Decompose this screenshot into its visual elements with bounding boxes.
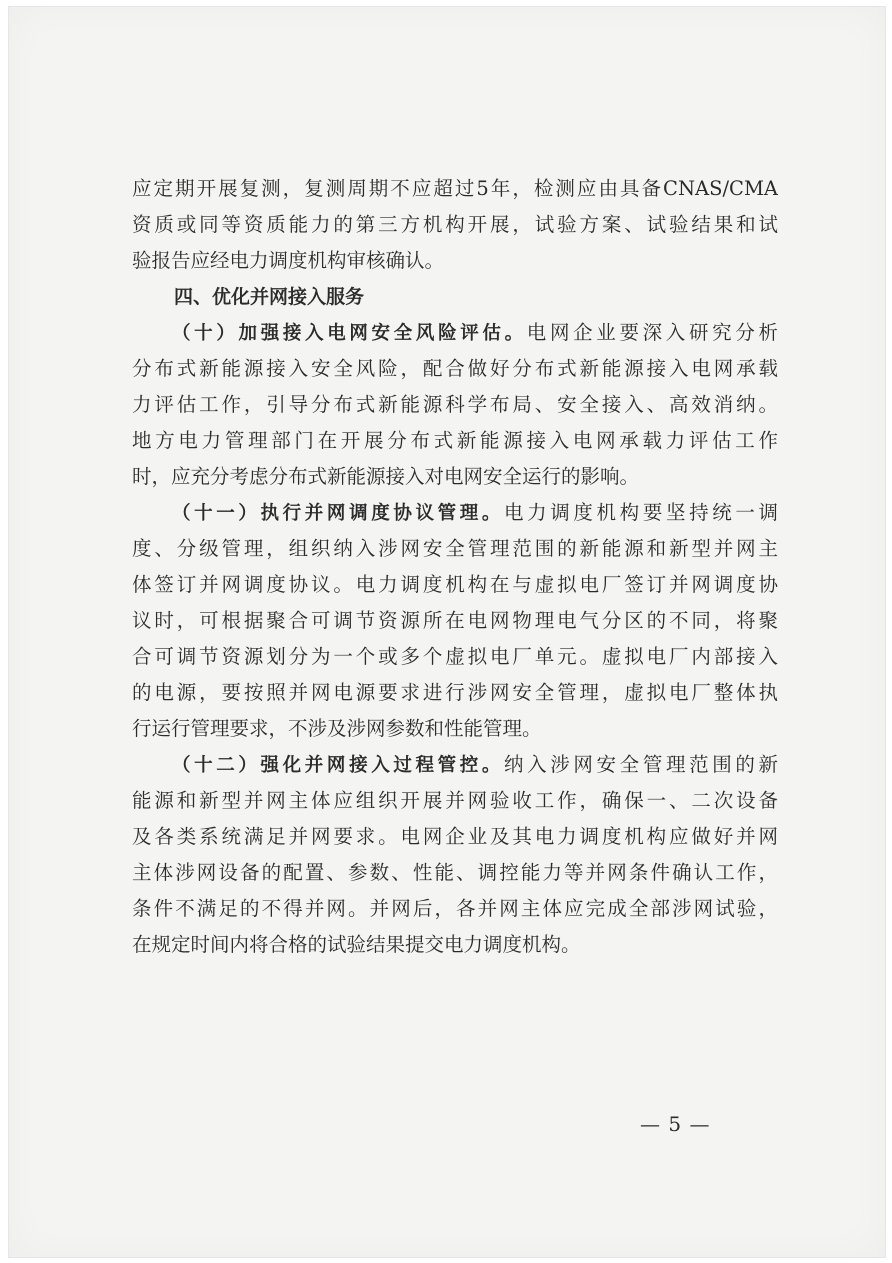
- text-line: 在规定时间内将合格的试验结果提交电力调度机构。: [132, 933, 581, 956]
- item-first-line: [132, 315, 778, 351]
- text-line: 的电源，要按照并网电源要求进行涉网安全管理，虚拟电厂整体执: [132, 681, 778, 704]
- text-line: 及各类系统满足并网要求。电网企业及其电力调度机构应做好并网: [132, 825, 778, 848]
- text-line: 条件不满足的不得并网。并网后，各并网主体应完成全部涉网试验，: [132, 897, 778, 920]
- text-line: 时，应充分考虑分布式新能源接入对电网安全运行的影响。: [132, 465, 640, 488]
- item-lead: （十）加强接入电网安全风险评估。: [172, 323, 527, 344]
- section-heading: 四、优化并网接入服务: [174, 286, 365, 308]
- text-line: 地方电力管理部门在开展分布式新能源接入电网承载力评估工作: [132, 429, 778, 452]
- item-first-rest: 纳入涉网安全管理范围的新: [504, 753, 778, 776]
- text-line: 验报告应经电力调度机构审核确认。: [132, 249, 445, 272]
- text-line: 体签订并网调度协议。电力调度机构在与虚拟电厂签订并网调度协: [132, 573, 778, 596]
- text-line: 主体涉网设备的配置、参数、性能、调控能力等并网条件确认工作，: [132, 861, 778, 884]
- item-first-rest: 电网企业要深入研究分析: [526, 321, 778, 344]
- page-number: — 5 —: [640, 1112, 711, 1136]
- text-line: 资质或同等资质能力的第三方机构开展，试验方案、试验结果和试: [132, 213, 778, 236]
- text-line: 应定期开展复测，复测周期不应超过5年，检测应由具备CNAS/CMA: [132, 177, 778, 200]
- item-first-line: [132, 495, 778, 531]
- text-line: 行运行管理要求，不涉及涉网参数和性能管理。: [132, 717, 542, 740]
- document-body: [132, 171, 778, 963]
- item-lead: （十一）执行并网调度协议管理。: [172, 503, 505, 524]
- item-first-line: [132, 747, 778, 783]
- text-line: 合可调节资源划分为一个或多个虚拟电厂单元。虚拟电厂内部接入: [132, 645, 778, 668]
- item-lead: （十二）强化并网接入过程管控。: [172, 755, 505, 776]
- item-first-rest: 电力调度机构要坚持统一调: [504, 501, 778, 524]
- text-line: 度、分级管理，组织纳入涉网安全管理范围的新能源和新型并网主: [132, 537, 778, 560]
- text-line: 力评估工作，引导分布式新能源科学布局、安全接入、高效消纳。: [132, 393, 778, 416]
- text-line: 议时，可根据聚合可调节资源所在电网物理电气分区的不同，将聚: [132, 609, 778, 632]
- text-line: 分布式新能源接入安全风险，配合做好分布式新能源接入电网承载: [132, 357, 778, 380]
- text-line: 能源和新型并网主体应组织开展并网验收工作，确保一、二次设备: [132, 789, 778, 812]
